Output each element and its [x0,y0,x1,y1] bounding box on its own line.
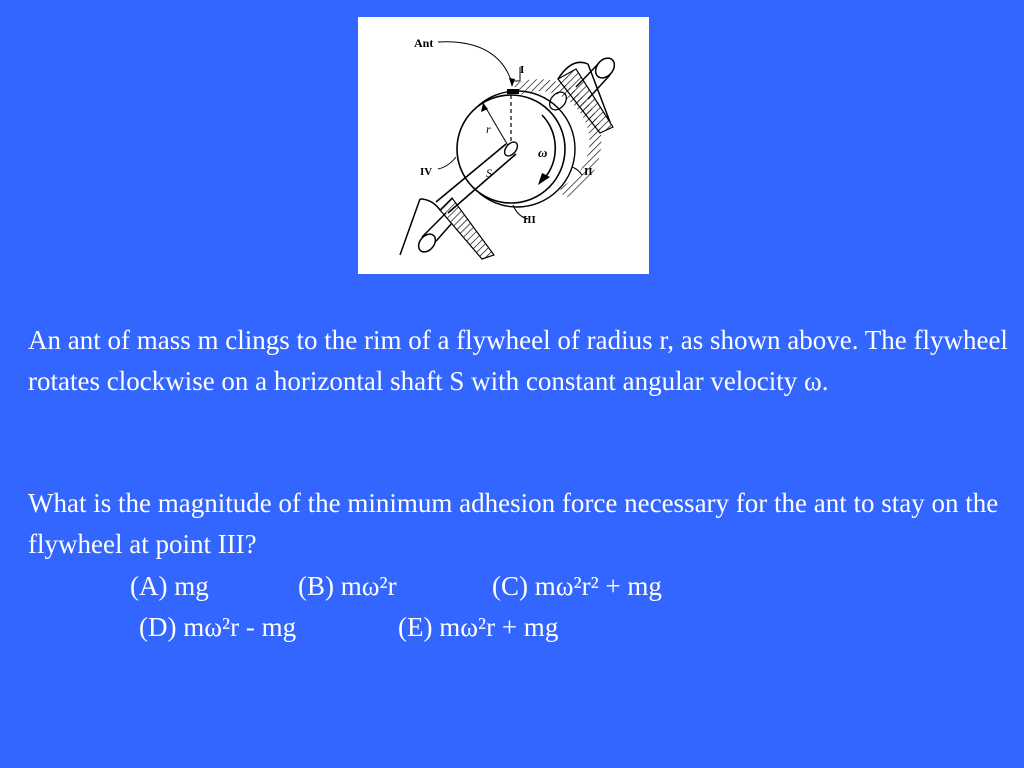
ant-leader [438,42,512,83]
choice-c: (C) mω²r² + mg [492,571,662,601]
shaft-label: S [486,166,492,180]
problem-statement: An ant of mass m clings to the rim of a flywheel of radius r, as shown above. The flywheel rotates clockwise on a horizontal shaft S with constant angular velocity ω. [28,325,1008,396]
ant-label: Ant [414,36,434,50]
choice-a: (A) mg [130,571,209,601]
flywheel [457,85,595,207]
flywheel-diagram [358,17,649,274]
lower-bearing-support [400,198,494,259]
ant-icon [507,89,519,94]
point-4-leader [438,157,456,169]
point-3-label: III [523,214,536,226]
answer-choices-row-1 [130,566,662,606]
radius-label: r [486,122,491,136]
point-2-label: II [584,166,593,178]
point-1-label: I [520,64,525,76]
answer-choices-row-2 [139,607,558,647]
choice-e: (E) mω²r + mg [398,612,559,642]
choice-b: (B) mω²r [298,571,397,601]
choice-d: (D) mω²r - mg [139,612,297,642]
point-4-label: IV [420,166,433,178]
question-text: What is the magnitude of the minimum adhesion force necessary for the ant to stay on the flywheel at point III? [28,488,999,559]
omega-label: ω [538,145,548,160]
